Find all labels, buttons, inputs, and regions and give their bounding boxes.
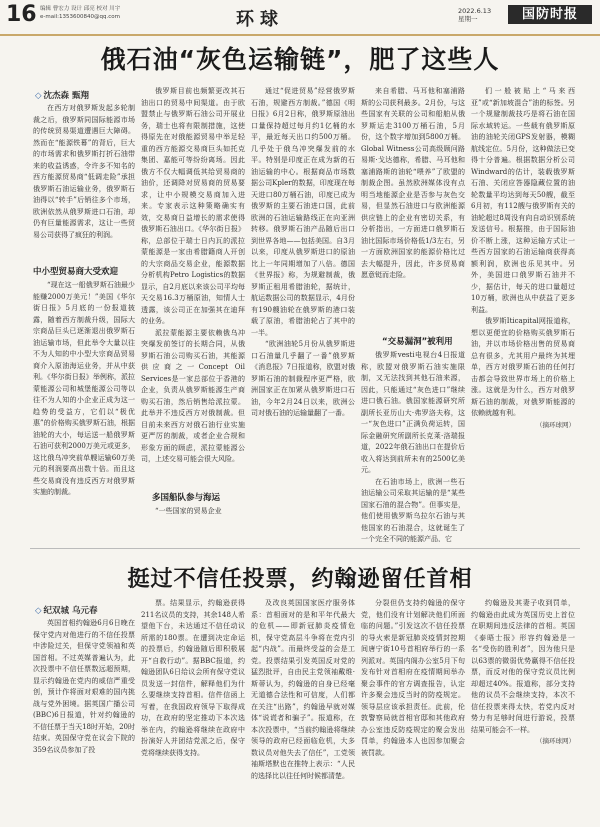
paragraph: “现在这一船俄罗斯石油最少能赚2000万美元！”美国《华尔街日报》5月底的一份报道披露，随着西方制裁升级，国际大宗商品巨头已逐渐退出俄罗斯石油运输市场，但此举令大量以往不为人知的中小型大宗商品贸易商介入原油海运业务，并从中获利。《华尔街日报》举例称，派拉蒙能源公司和城堡能源公司等以往不为人知的小企业正成为这一趋势的受益方，它们以“极优惠”的价格购买俄罗斯石油，根据油轮的大小，每运送一船俄罗斯石油可获利2000万美元或更多，这比俄乌冲突前单艘运输60万美元的利润要高出数十倍。而且这些交易商没有违反西方对俄罗斯实施的制裁。 xyxy=(33,281,135,496)
article1-col4b xyxy=(361,350,465,542)
article1-col5 xyxy=(471,86,575,542)
article2-col4 xyxy=(361,598,465,818)
section-divider xyxy=(30,548,580,549)
article1-col4 xyxy=(361,86,465,331)
paragraph: 来自希腊、马耳他和塞浦路斯的公司获利最多。2月份，与这些国家有关联的公司和船舶从俄罗斯运走3100万桶石油，5月份，这个数字增加到5800万桶。Global Witness公司高级顾问路易斯·戈达德称，希腊、马耳他和塞浦路斯的油轮“喂养”了欧盟的制裁企图。虽然欧洲媒体没有点明当地能源企业是否参与灰色交易，但显然石油进口与欧洲能源供应链上的企业有密切关系，有分析指出，一方面进口俄罗斯石油比国际市场价格低1/3左右，另一方面欧洲国家的能源价格比过去大幅提升，因此，许多贸易商愿意铤而走险。 xyxy=(361,87,465,279)
article1-byline xyxy=(35,89,89,101)
page-header xyxy=(0,0,600,36)
byline-diamond-icon: ◇ xyxy=(35,606,42,616)
paragraph: 俄罗斯目前也频繁更改其石油出口的贸易中间渠道。由于欧盟禁止与俄罗斯石油公司开展业务，瑞士也将有限制措施，这使得原先在对俄能源贸易中举足轻重的西方能源交易商巨头如托克集团、嘉能可等纷纷离场。因此俄方不仅大幅调低其给贸易商的油价，还调降对贸易商的贸易要求，让中小规模交易商加入进来。专家表示这种策略确实有效，交易商日益增长的需求使得俄罗斯石油出口。《华尔街日报》称，总部位于瑞士日内瓦的派拉蒙能源是一家由希腊籍商人开创的大宗商品交易企业，能源数据分析机构Petro Logistics的数据显示，自2月底以来该公司平均每天交易16.3万桶原油，知情人士透露，该公司正在加强其在迪拜的业务。 xyxy=(141,87,245,325)
article1-subhead3: “交易漏洞”被利用 xyxy=(382,337,453,347)
byline-authors: 纪双城 乌元春 xyxy=(43,606,98,616)
article1-source: （摘环球网） xyxy=(536,420,575,429)
editor-line: 编辑 曹宏力 设计 邱亮 校对 川宇 xyxy=(40,6,121,12)
article1-subhead2: 多国船队参与海运 xyxy=(152,493,221,503)
paragraph: 及改良英国国家医疗服务体系：首相面对的是和平年代最大的危机——即新冠肺炎疫情危机，保守党高层斗争将在党内引起“内战”。而最终受益的会是工党。投票结果引发英国反对党的猛烈批评，自由民主党领袖戴维·斯蒂认为，约翰逊的自身已经毫无道德合法性和可信度，人们都在关注“出路”，约翰逊早就对媒体“说谎者和骗子”。报道称，在本次投票中，“当前约翰逊将继续领导的政府已经面临危机，大多数议员对他失去了信任”，工党领袖斯塔默也在推特上表示：“人民的选择比以往任何时候都清楚。 xyxy=(251,599,355,780)
section-title: 环球 xyxy=(236,9,284,30)
article1-col1b xyxy=(33,280,135,542)
article1-subhead1: 中小型贸易商大受欢迎 xyxy=(33,267,119,277)
paragraph: 分裂但仍支持约翰逊的保守党，他们没有计划解决他们所面临的问题。”引发这次不信任投票的导火索是新冠肺炎疫情封控期间唐宁街10号首相府举行的一系列派对。英国内阁办公室5月下旬发布针对首相府在疫情期间举办聚会事件的官方调查报告，认定许多聚会违反当时的防疫规定。领导层应该承担责任。此前，伦敦警察局就首相官邸和其他政府办公室违反防疫规定的聚会发出罚单，约翰逊本人也因参加聚会被罚款。 xyxy=(361,599,465,757)
paragraph: “欧洲油轮5月份从俄罗斯进口石油量几乎翻了一番”俄罗斯《消息报》7日报道称，欧盟对俄罗斯石油的制裁程序更严格，欧洲国家正在加紧从俄罗斯进口石油，今年2月24日以来，欧洲公司对俄石油的运输量翻了一番。 xyxy=(251,340,355,417)
page-number: 16 xyxy=(6,2,37,27)
editor-info xyxy=(40,5,120,21)
masthead-logo: 国防时报 xyxy=(508,5,592,24)
article2-col1 xyxy=(33,618,135,818)
date-text: 2022.6.13 xyxy=(458,7,492,15)
weekday-text: 星期一 xyxy=(458,15,478,23)
paragraph: 派拉蒙能源主要依赖俄乌冲突爆发前签订的长期合同，从俄罗斯石油公司购买石油，其能源供应商之一Concept Oil Services是一家总部位于香港的企业，负责从俄罗斯能源生产商购买石油，然后销售给派拉蒙。此举并不违反西方对俄制裁。但目前未来西方对俄石油行业实施更严厉的制裁，或者企业合规和形象方面的顾虑，派拉蒙能源公司，上述交易可能会很大风险。 xyxy=(141,328,245,463)
paragraph: 通过“促进贸易”经营俄罗斯石油，规避西方制裁。”德国《明日报》6月2日称，俄罗斯原油出口量保持超过每月约1亿桶的水平，最近每天出口约500万桶。几乎处于俄乌冲突爆发前的水平。特别是印度正在成为新的石油运输的中心。根据商品市场数据公司Kpler的数据，印度现在每天进口80万桶石油，印度已成为俄罗斯的主要石油进口国，此前欧洲的石油运输路线正在向亚洲转移。俄罗斯石油产品随后出口到世界各地——包括美国。自3月以来，印度从俄罗斯进口的原油比上一年同期增加了八倍。德国《世界报》称，为规避制裁，俄罗斯正租用希腊油轮，据统计，航运数据公司的数据显示，4月份有190艘油轮在俄罗斯的港口装载了原油，希腊油轮占了其中的一半。 xyxy=(251,87,355,337)
article2-col3 xyxy=(251,598,355,818)
paragraph: 在石油市场上，欧洲一些石油运输公司采取其运输的是“某些国家石油的混合物”。但事实是，他们使用俄罗斯乌拉尔石油与其他国家的石油混合，这就诞生了一个完全不同的能源产品，它 xyxy=(361,477,465,542)
article1-col2c xyxy=(141,506,245,542)
byline-authors: 沈杰森 甄翔 xyxy=(43,91,90,101)
article1-col3 xyxy=(251,86,355,542)
paragraph: 俄罗斯vesti电视台4日报道称，欧盟对俄罗斯石油实施限制，又无法找到其他石油来源，因此，只能通过“灰色进口”继续进口俄石油。俄国家能源研究所副所长亚历山大·弗罗洛夫称，这一“灰色进口”正满负荷运转，国际金融研究所副所长克莱·洛瑞报道，2022年俄石油出口在提价后收入将达到前所未有的2500亿美元。 xyxy=(361,351,465,474)
article2-col5 xyxy=(471,598,575,818)
article1-col2 xyxy=(141,86,245,486)
article2-source: （摘环球网） xyxy=(536,737,575,745)
issue-date xyxy=(458,7,491,23)
paragraph: 俄罗斯Iticapital网报道称，想以更便宜的价格购买俄罗斯石油，并以市场价格出售的贸易商总有很多，尤其用户最终为其埋单，西方对俄罗斯石油的任何打击都会导致世界市场上的价格上涨。这就是为什么，西方对俄罗斯石油的制裁，对俄罗斯能源的依赖就越有利。 xyxy=(471,317,575,417)
paragraph: 在西方对俄罗斯发起多轮制裁之后，俄罗斯同国际能源市场的传统贸易渠道遭遇巨大障碍。然而在“能源铁幕”的背后，巨大的市场需求和俄罗斯打折石油带来的收益诱惑，令许多不知名的西方能源贸易商“低调走险”承担俄罗斯石油运输业务，俄罗斯石油得以“转手”后销往多个市场，欧洲依然从俄罗斯进口石油，却仍有巨量能源需求，这让一些贸易公司获得了疯狂的利润。 xyxy=(33,104,135,239)
paragraph: 们一般被贴上“马来西亚”或“新加坡混合”油的标签。另一个规避制裁技巧是将石油在国际水域转运。一些载有俄罗斯原油的油轮关闭GPS发射器，模糊航线定位。5月份，这种做法已变得十分普遍。根据数据分析公司Windward的估计，装载俄罗斯石油、关闭应答器隐藏位置的油轮数量平均达到每天50艘，截至6月初，有112艘与俄罗斯有关的油轮超过8周没有向自动识别系统发送信号。根据推，由于国际油价不断上涨，这种运输方式让一些西方国家的石油运输商获得高额利润，欧洲也乐见其中。另外，美国进口俄罗斯石油并不少，据估计，每天的进口量超过10万桶，欧洲也从中获益了更多利益。 xyxy=(471,87,575,314)
article2-headline: 挺过不信任投票，约翰逊留任首相 xyxy=(127,567,473,592)
article1-headline: 俄石油“灰色运输链”，肥了这些人 xyxy=(100,45,500,74)
article2-col2 xyxy=(141,598,245,818)
byline-diamond-icon: ◇ xyxy=(35,91,42,101)
article1-col1 xyxy=(33,103,135,263)
email-line: e-mail:1353600840@qq.com xyxy=(40,14,120,20)
paragraph: 英国首相约翰逊6月6日晚在保守党内对他进行的不信任投票中涉险过关，但保守党领袖和英国首相。不过英媒普遍认为，此次投票中不信任票数远超预期，显示约翰逊在党内的威信严重受创，预计作将面对艰难的国内挑战与党外困境。据英国广播公司(BBC)6日报道，针对约翰逊的不信任票于当天18时开始，20时结束。英国保守党在议会下院的359名议员参加了投 xyxy=(33,619,135,754)
paragraph: 票。结果显示，约翰逊获得211名议员的支持，其余148人希望他下台，未达通过不信任动议所需的180票。在遭到决定命运的投票后，约翰逊随后即积极展开“自救行动”。据BBC报道，约翰逊团队6日给议会所有保守党议员发送一封信件，解释他们为什么要继续支持首相。信件信函上写着，在我国政府领导下取得成功，在政府的坚定推动下本次选举在内，约翰逊将继续在政府中扮演好人并团结党派之后，保守党将继续获得支持。 xyxy=(141,599,245,757)
article2-byline xyxy=(35,604,98,616)
paragraph: 约翰逊及其妻子收到罚单，约翰逊由此成为英国历史上首位在职期间违反法律的首相。英国《泰晤士报》形容约翰逊是一名“受伤的胜利者”，因为他只是以63票的微弱优势赢得不信任投票，而反对他的保守党议员比例却超过40%。报道称，部分支持他的议员不会继续支持，本次不信任投票来得太快，若党内反对势力有足够时间进行游说，投票结果可能会不一样。 xyxy=(471,599,575,734)
paragraph: “一些国家的贸易企业 xyxy=(155,507,222,515)
